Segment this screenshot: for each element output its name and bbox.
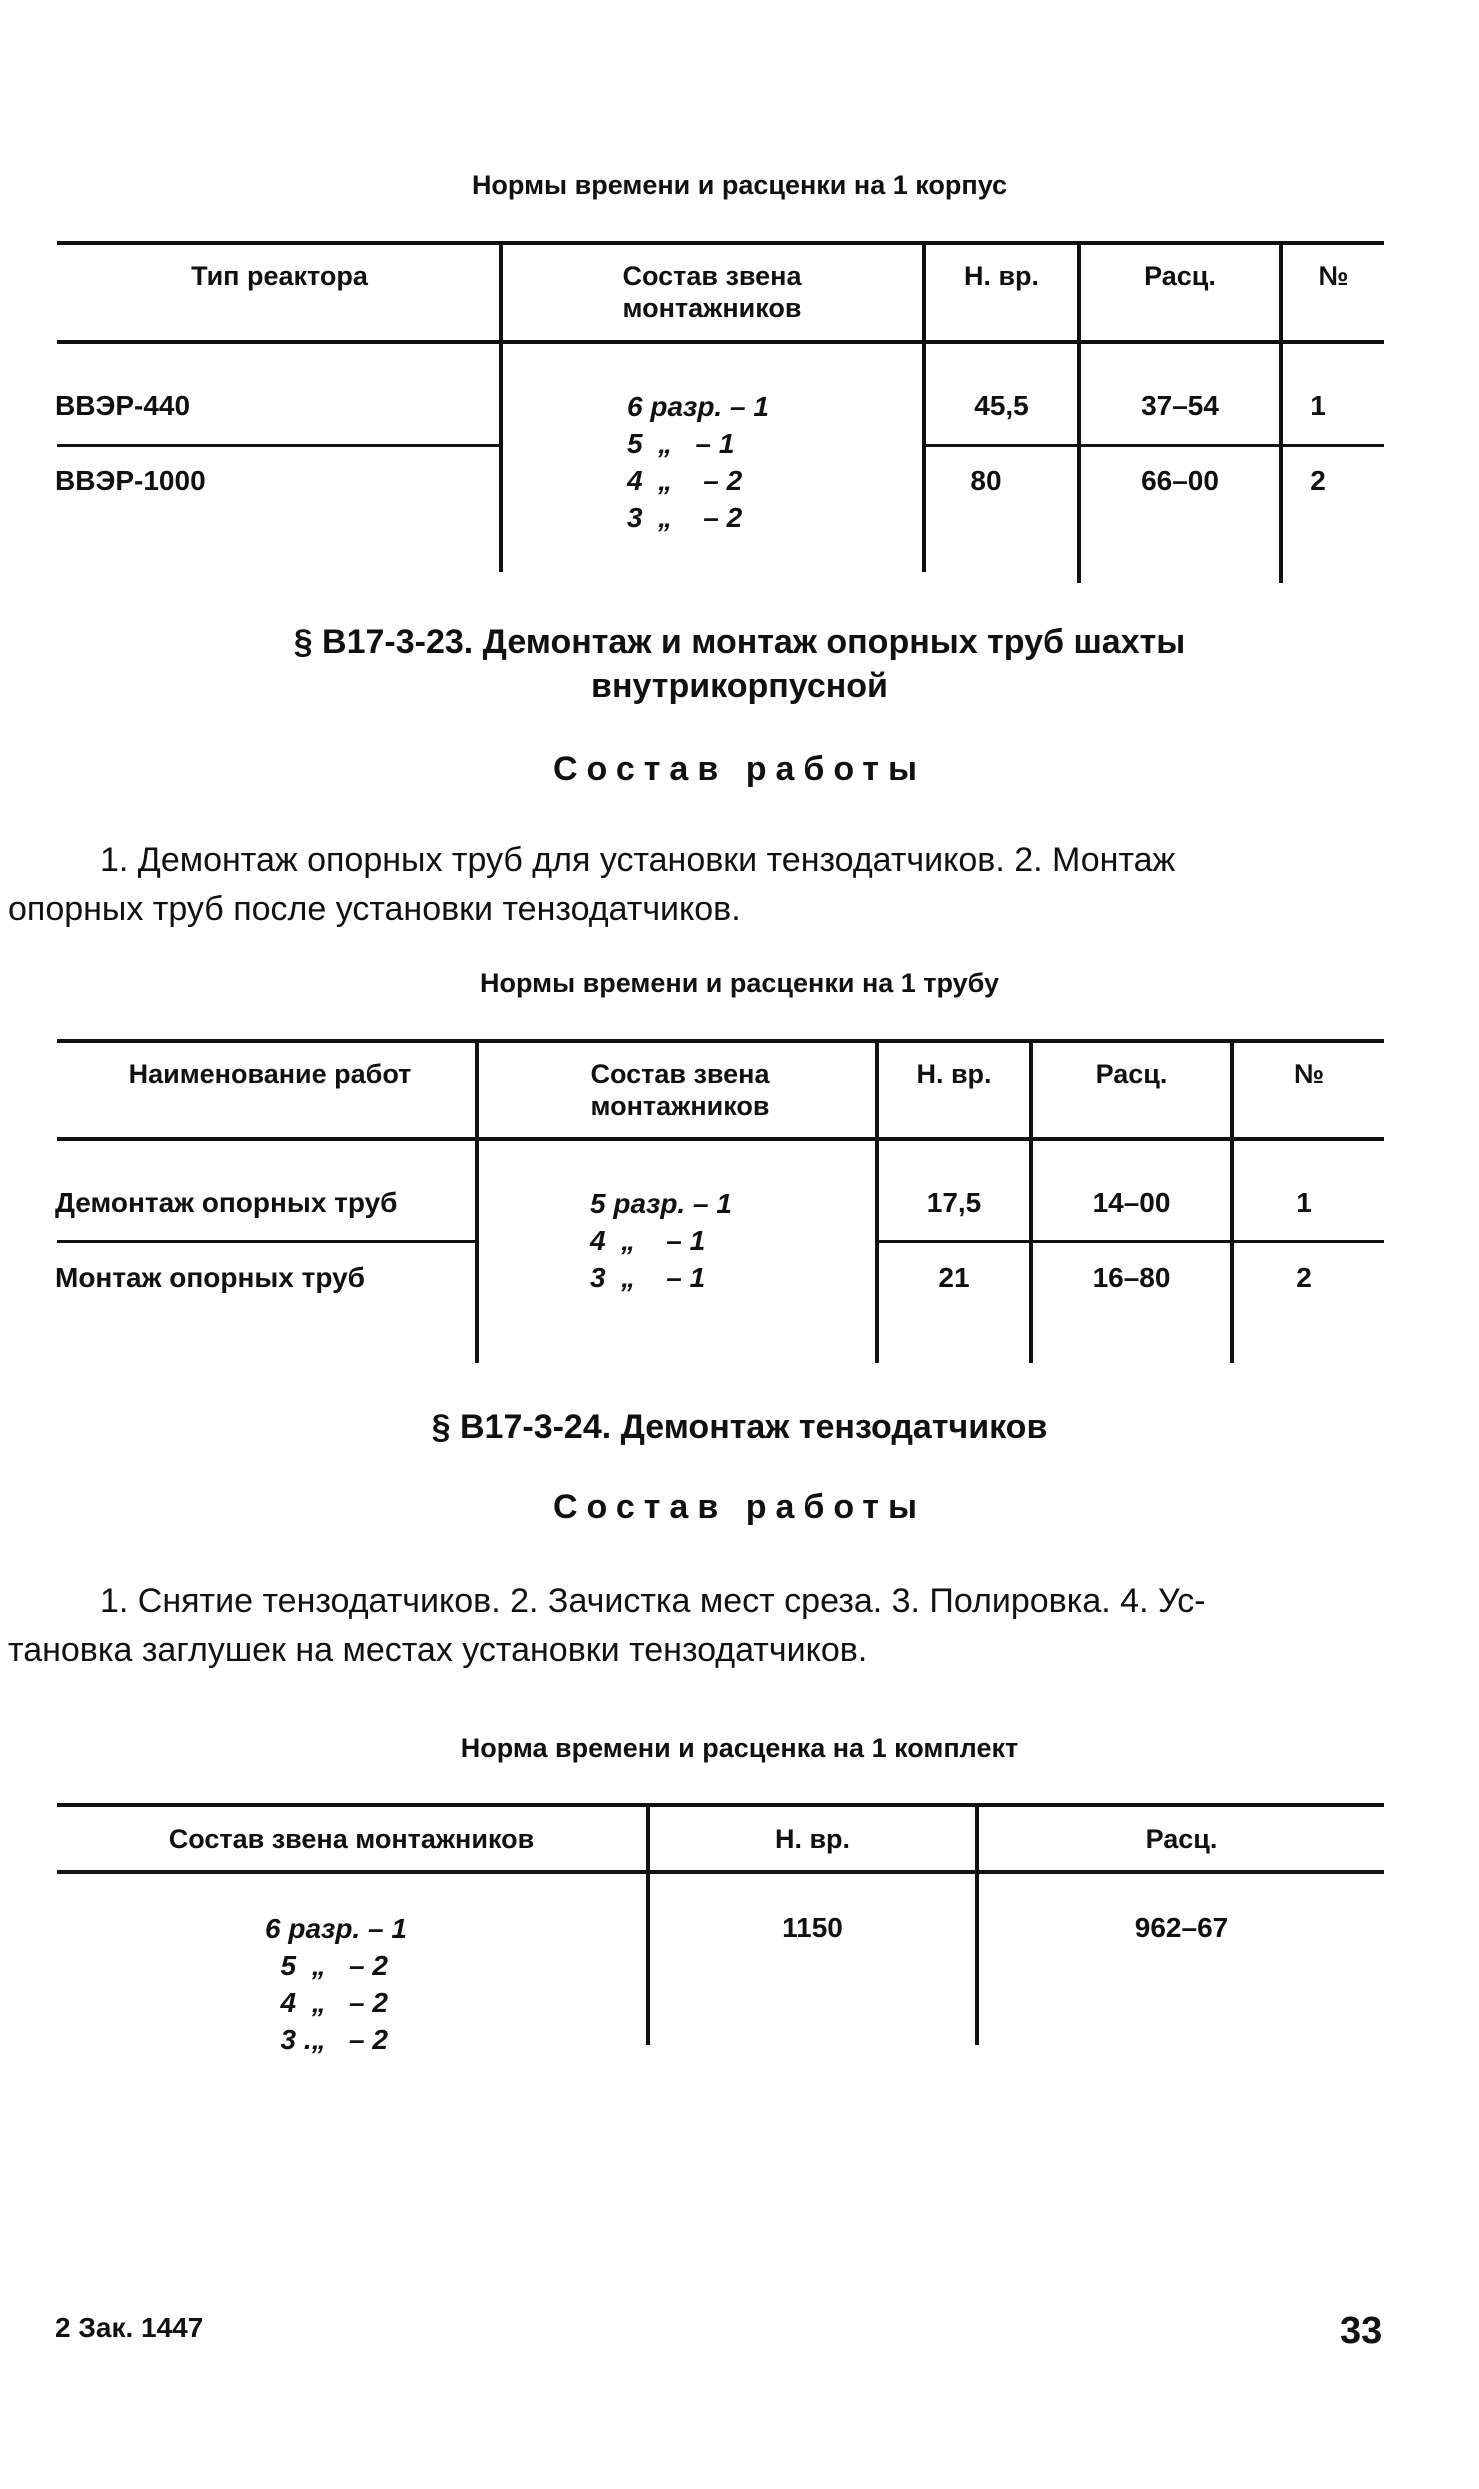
table1-row1-rate: 37–54 — [1141, 390, 1219, 421]
table3-caption: Норма времени и расценка на 1 комплект — [460, 1733, 1019, 1763]
table1-header-type: Тип реактора — [191, 261, 368, 291]
table3-header-time: Н. вр. — [774, 1824, 851, 1854]
table1-row2-num: 2 — [1310, 465, 1326, 496]
section23-text-line2: опорных труб после установки тензодатчиков. — [8, 890, 741, 928]
table3-crew-line-1: 6 разр. – 1 — [265, 1913, 407, 1944]
section23-sostav-heading: Состав работы — [553, 750, 926, 788]
table3-header-crew: Состав звена монтажников — [168, 1824, 535, 1854]
table2-row1-rate: 14–00 — [1092, 1187, 1171, 1218]
table1-crew-line-2: 5 „ – 1 — [627, 428, 735, 459]
table3-top-rule — [57, 1803, 1384, 1807]
section24-sostav-heading: Состав работы — [553, 1488, 926, 1526]
footer-order-number: 2 Зак. 1447 — [55, 2312, 204, 2343]
table3-crew-line-3: 4 „ – 2 — [265, 1987, 388, 2018]
section24-title: § В17-3-24. Демонтаж тензодатчиков — [431, 1408, 1048, 1446]
table1-row-rule-right — [924, 444, 1384, 447]
table1-crew — [627, 388, 769, 536]
table1-crew-line-3: 4 „ – 2 — [627, 465, 743, 496]
section23-paragraph — [8, 836, 1344, 934]
table2-row1-name: Демонтаж опорных труб — [55, 1187, 398, 1218]
table2-header-time: Н. вр. — [916, 1059, 992, 1089]
table1-top-rule — [57, 241, 1384, 245]
section23-title-line1: § В17-3-23. Демонтаж и монтаж опорных труб шахты — [293, 623, 1186, 661]
table3-crew — [265, 1910, 407, 2058]
table2-vline-1 — [475, 1041, 479, 1363]
table2-row1-num: 1 — [1296, 1187, 1312, 1218]
table1-row2-rate: 66–00 — [1141, 465, 1219, 496]
table1-crew-line-1: 6 разр. – 1 — [627, 391, 769, 422]
table2-row-rule-right — [877, 1240, 1384, 1243]
section23-title-line2: внутрикорпусной — [591, 667, 888, 705]
table3-time: 1150 — [782, 1912, 843, 1943]
table1-header-rule — [57, 340, 1384, 344]
table3-crew-line-2: 5 „ – 2 — [265, 1950, 388, 1981]
table2-row2-num: 2 — [1296, 1262, 1312, 1293]
table2-header-rate: Расц. — [1095, 1059, 1168, 1089]
table2-header-name: Наименование работ — [128, 1059, 412, 1089]
table1-crew-line-4: 3 „ – 2 — [627, 502, 743, 533]
page-number: 33 — [1340, 2310, 1383, 2352]
table1-caption: Нормы времени и расценки на 1 корпус — [471, 170, 1008, 200]
table1-header-crew: Состав звена монтажников — [622, 261, 802, 323]
table1-vline-1 — [499, 243, 503, 572]
table2-crew — [590, 1185, 732, 1296]
table2-row2-time: 21 — [938, 1262, 970, 1293]
table2-header-num: № — [1293, 1059, 1325, 1089]
table2-header-crew: Состав звена монтажников — [590, 1059, 770, 1121]
section24-text-line1: 1. Снятие тензодатчиков. 2. Зачистка мест среза. 3. Полировка. 4. Ус- — [100, 1582, 1206, 1620]
table1-header-rate: Расц. — [1144, 261, 1216, 291]
table3-crew-line-4: 3 .„ – 2 — [265, 2024, 388, 2055]
section24-text-line2: тановка заглушек на местах установки тензодатчиков. — [8, 1631, 868, 1669]
table2-crew-line-1: 5 разр. – 1 — [590, 1188, 732, 1219]
table2-caption: Нормы времени и расценки на 1 трубу — [479, 968, 1000, 998]
table1-row-rule-left — [57, 444, 499, 447]
section24-paragraph — [8, 1577, 1344, 1675]
table2-row2-rate: 16–80 — [1092, 1262, 1171, 1293]
section23-title — [0, 620, 1479, 708]
table1-row1-num: 1 — [1310, 390, 1326, 421]
table2-top-rule — [57, 1039, 1384, 1043]
table1-row1-name: ВВЭР-440 — [55, 390, 191, 421]
table3-rate: 962–67 — [1134, 1912, 1229, 1943]
table2-crew-line-3: 3 „ – 1 — [590, 1262, 706, 1293]
table1-row2-name: ВВЭР-1000 — [55, 465, 206, 496]
table2-row-rule-left — [57, 1240, 477, 1243]
table3-header-rule — [57, 1870, 1384, 1874]
table1-row1-time: 45,5 — [974, 390, 1029, 421]
table2-crew-line-2: 4 „ – 1 — [590, 1225, 706, 1256]
table1-row2-time: 80 — [970, 465, 1002, 496]
table2-row2-name: Монтаж опорных труб — [55, 1262, 365, 1293]
table2-row1-time: 17,5 — [926, 1187, 982, 1218]
section23-text-line1: 1. Демонтаж опорных труб для установки тензодатчиков. 2. Монтаж — [100, 841, 1176, 879]
table2-header-rule — [57, 1137, 1384, 1141]
table1-header-time: Н. вр. — [963, 261, 1040, 291]
table3-header-rate: Расц. — [1145, 1824, 1218, 1854]
table1-header-num: № — [1318, 261, 1349, 291]
